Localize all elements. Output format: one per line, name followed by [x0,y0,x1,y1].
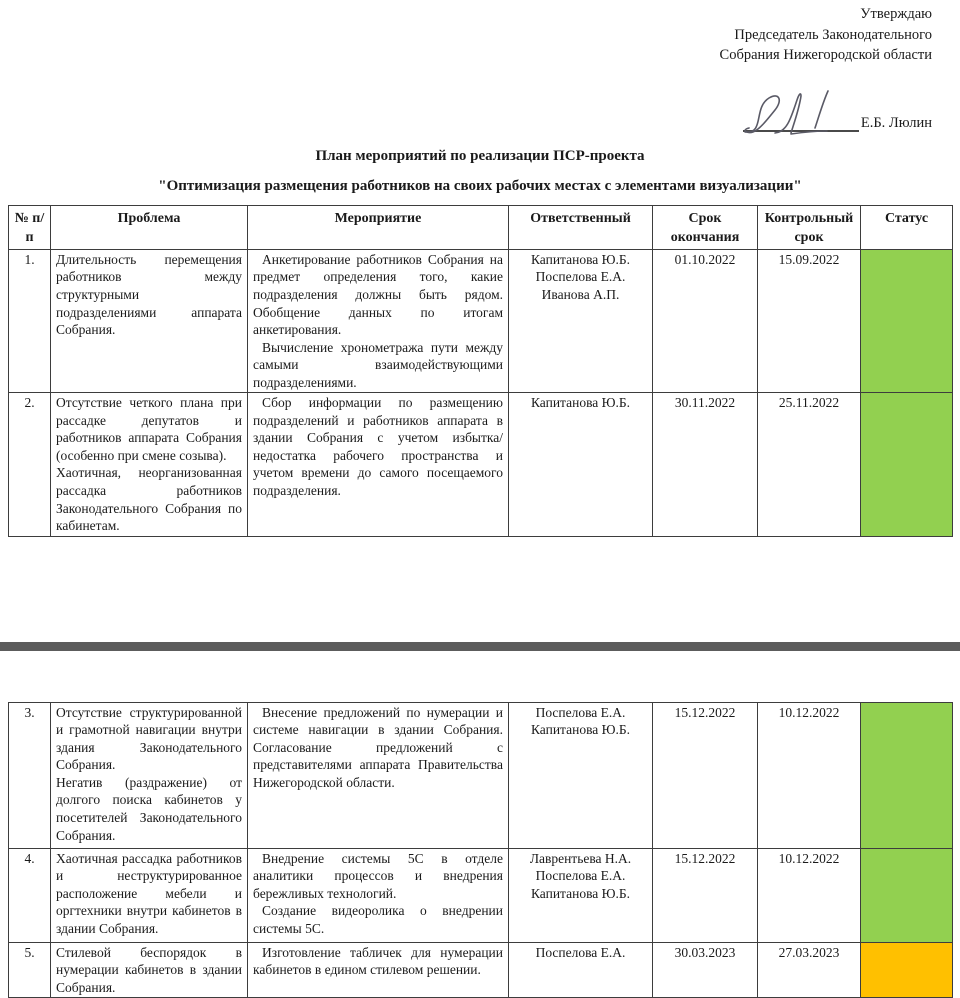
row-number: 4. [9,848,51,942]
deadline-cell: 15.12.2022 [653,702,758,848]
table-row [9,942,953,998]
status-cell [861,393,953,536]
deadline-cell: 30.11.2022 [653,393,758,536]
signature-row [0,96,960,132]
header-status: Статус [861,205,953,249]
signature-scribble [731,88,871,138]
header-control-date: Контрольный срок [758,205,861,249]
plan-table-page-1 [8,205,953,537]
row-number: 1. [9,249,51,392]
row-number: 2. [9,393,51,536]
problem-cell: Отсутствие структурированной и грамотной навигации внутри здания Законодательного Собрания. Негатив (раздражение) от долгого поиска кабинетов у посетителей Законодательного Собрания. [51,702,248,848]
activity-cell: Изготовление табличек для нумерации кабинетов в едином стилевом решении. [248,942,509,998]
control-date-cell: 10.12.2022 [758,848,861,942]
signature-line [743,100,859,132]
document-title: План мероприятий по реализации ПСР-проекта [315,147,645,164]
responsible-cell: Поспелова Е.А. Капитанова Ю.Б. [509,702,653,848]
deadline-cell: 01.10.2022 [653,249,758,392]
control-date-cell: 15.09.2022 [758,249,861,392]
approval-line-1: Утверждаю [860,6,932,22]
responsible-cell: Капитанова Ю.Б. Поспелова Е.А. Иванова А.П. [509,249,653,392]
approval-line-3: Собрания Нижегородской области [719,47,932,64]
status-cell [861,249,953,392]
deadline-cell: 15.12.2022 [653,848,758,942]
problem-cell: Длительность перемещения работников между структурными подразделениями аппарата Собрания. [51,249,248,392]
header-responsible: Ответственный [509,205,653,249]
activity-cell: Сбор информации по размещению подразделений и работников аппарата в здании Собрания с учетом избытка/недостатка рабочего пространства и учетом времени до самого посещаемого подразделения. [248,393,509,536]
row-number: 3. [9,702,51,848]
status-cell [861,942,953,998]
responsible-cell: Капитанова Ю.Б. [509,393,653,536]
deadline-cell: 30.03.2023 [653,942,758,998]
header-deadline: Срок окончания [653,205,758,249]
row-number: 5. [9,942,51,998]
control-date-cell: 27.03.2023 [758,942,861,998]
responsible-cell: Поспелова Е.А. [509,942,653,998]
problem-cell: Хаотичная рассадка работников и неструктурированное расположение мебели и оргтехники внутри кабинетов в здании Собрания. [51,848,248,942]
table-row [9,702,953,848]
control-date-cell: 25.11.2022 [758,393,861,536]
table-row [9,393,953,536]
responsible-cell: Лаврентьева Н.А. Поспелова Е.А. Капитанова Ю.Б. [509,848,653,942]
header-activity: Мероприятие [248,205,509,249]
signer-name: Е.Б. Люлин [860,114,932,131]
header-problem: Проблема [51,205,248,249]
approval-line-2: Председатель Законодательного [734,26,932,43]
activity-cell: Анкетирование работников Собрания на предмет определения того, какие подразделения должны быть рядом. Обобщение данных по итогам анкетирования. Вычисление хронометража пути между самыми взаимодействующими подразделениями. [248,249,509,392]
status-cell [861,702,953,848]
problem-cell: Стилевой беспорядок в нумерации кабинетов в здании Собрания. [51,942,248,998]
activity-cell: Внесение предложений по нумерации и системе навигации в здании Собрания. Согласование предложений с представителями аппарата Правительства Нижегородской области. [248,702,509,848]
page-break-separator [0,642,960,651]
table-header [9,205,953,249]
table-row [9,848,953,942]
header-num: № п/п [9,205,51,249]
table-row [9,249,953,392]
problem-cell: Отсутствие четкого плана при рассадке депутатов и работников аппарата Собрания (особенно при смене созыва). Хаотичная, неорганизованная рассадка работников Законодательного Собрания по кабинетам. [51,393,248,536]
control-date-cell: 10.12.2022 [758,702,861,848]
activity-cell: Внедрение системы 5С в отделе аналитики процессов и внедрения бережливых технологий. Создание видеоролика о внедрении системы 5С. [248,848,509,942]
status-cell [861,848,953,942]
document-subtitle: "Оптимизация размещения работников на своих рабочих местах с элементами визуализации" [158,177,802,194]
plan-table-page-2 [8,702,953,998]
approval-block [0,0,960,66]
